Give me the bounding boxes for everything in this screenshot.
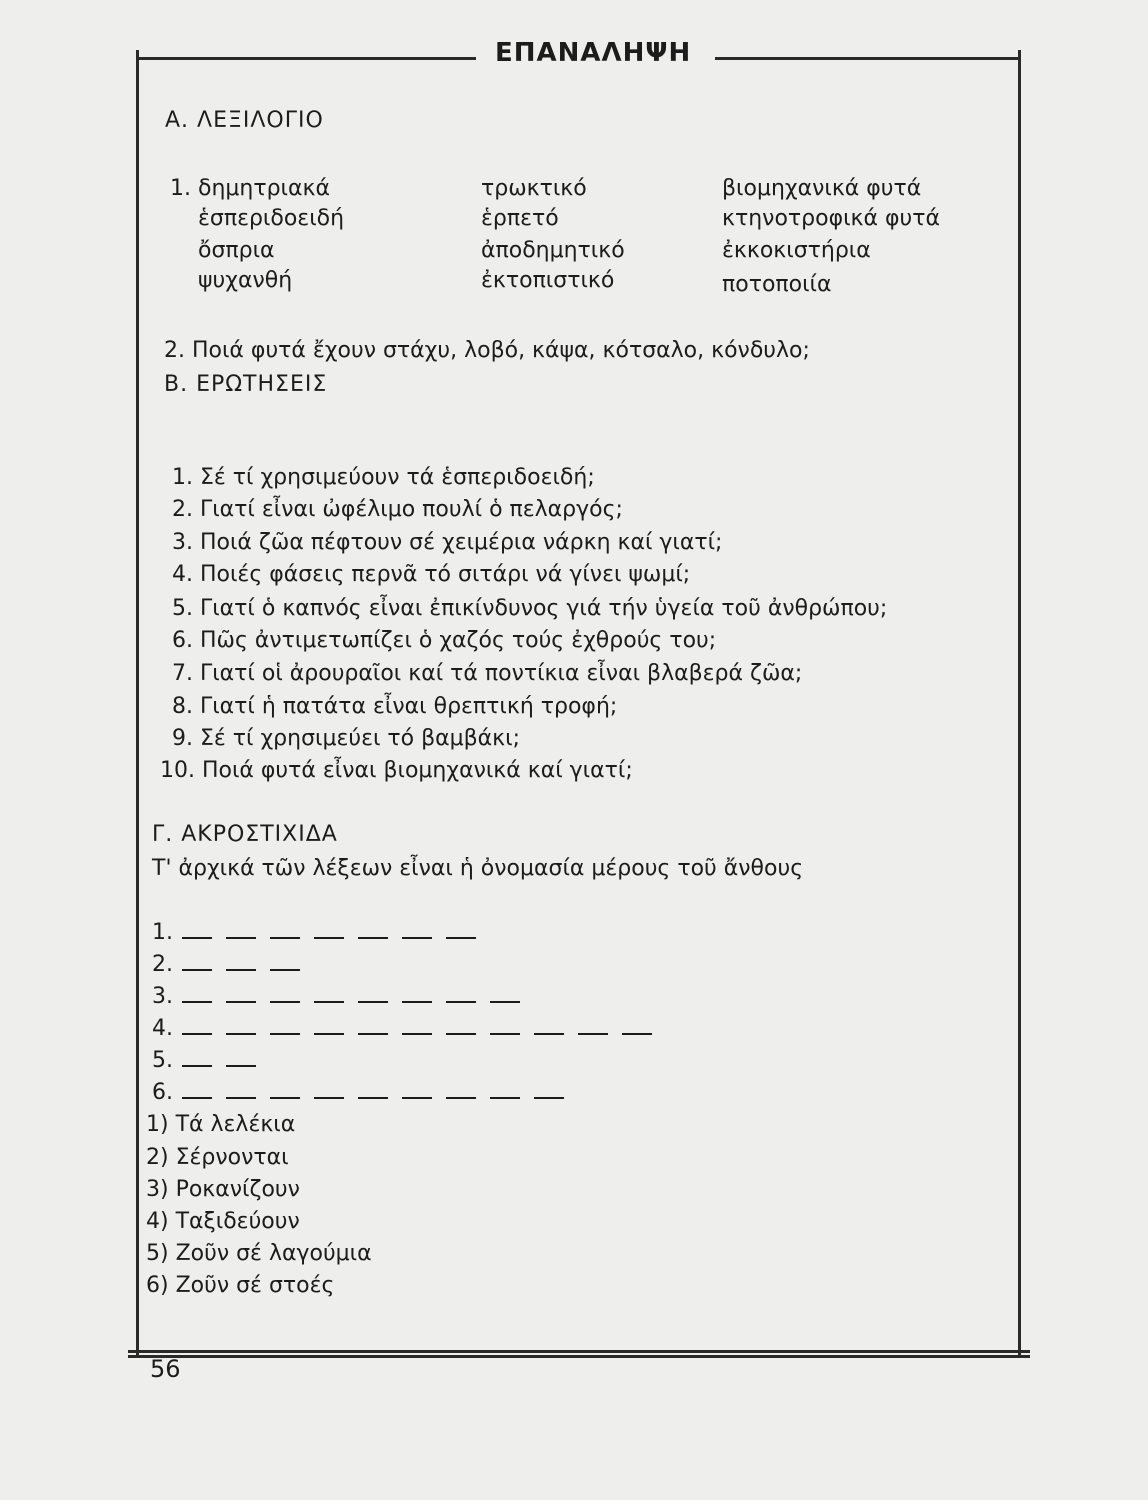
letter-blank: [270, 1001, 300, 1003]
frame-left-border: [136, 50, 139, 1355]
letter-blank: [358, 1033, 388, 1035]
question-item: 9. Σέ τί χρησιμεύει τό βαμβάκι;: [172, 726, 521, 751]
acrostic-row: [152, 1048, 270, 1073]
letter-blank: [314, 937, 344, 939]
letter-blank: [446, 1033, 476, 1035]
letter-blank: [226, 969, 256, 971]
letter-blank: [226, 1033, 256, 1035]
acrostic-row: [152, 920, 490, 945]
letter-blank: [534, 1097, 564, 1099]
vocab-word: ἀποδημητικό: [481, 238, 625, 263]
letter-blank: [270, 1097, 300, 1099]
question-item: 7. Γιατί οἱ ἀρουραῖοι καί τά ποντίκια εἶναι βλαβερά ζῶα;: [172, 661, 803, 686]
question-item: 1. Σέ τί χρησιμεύουν τά ἑσπεριδοειδή;: [172, 465, 595, 490]
clue-item: 5) Ζοῦν σέ λαγούμια: [146, 1241, 372, 1266]
clue-item: 1) Τά λελέκια: [146, 1112, 296, 1137]
clue-item: 2) Σέρνονται: [146, 1145, 289, 1170]
question-item: 8. Γιατί ἡ πατάτα εἶναι θρεπτική τροφή;: [172, 694, 618, 719]
vocab-word: τρωκτικό: [481, 176, 587, 201]
letter-blank: [534, 1033, 564, 1035]
letter-blank: [490, 1033, 520, 1035]
letter-blank: [578, 1033, 608, 1035]
vocab-word: κτηνοτροφικά φυτά: [722, 206, 940, 231]
acrostic-row: [152, 1080, 578, 1105]
letter-blank: [226, 1065, 256, 1067]
letter-blank: [182, 1033, 212, 1035]
letter-blank: [402, 937, 432, 939]
letter-blank: [182, 1097, 212, 1099]
letter-blank: [490, 1001, 520, 1003]
question-item: 3. Ποιά ζῶα πέφτουν σέ χειμέρια νάρκη καί γιατί;: [172, 530, 723, 555]
acrostic-row: [152, 1016, 666, 1041]
letter-blank: [402, 1001, 432, 1003]
letter-blank: [226, 1001, 256, 1003]
vocab-word: ἑρπετό: [481, 206, 559, 231]
vocab-word: ψυχανθή: [198, 268, 293, 293]
clue-item: 6) Ζοῦν σέ στοές: [146, 1273, 335, 1298]
question-item: 2. Γιατί εἶναι ὠφέλιμο πουλί ὁ πελαργός;: [172, 497, 623, 522]
letter-blank: [622, 1033, 652, 1035]
question-item: 5. Γιατί ὁ καπνός εἶναι ἐπικίνδυνος γιά τήν ὑγεία τοῦ ἀνθρώπου;: [172, 596, 888, 621]
letter-blank: [270, 1033, 300, 1035]
letter-blank: [270, 969, 300, 971]
vocab-word: 1. δημητριακά: [170, 176, 330, 201]
letter-blank: [446, 1001, 476, 1003]
vocab-word: ἑσπεριδοειδή: [198, 206, 345, 231]
section-c-heading: Γ. ΑΚΡΟΣΤΙΧΙΔΑ: [152, 822, 338, 847]
letter-blank: [446, 1097, 476, 1099]
letter-blank: [358, 937, 388, 939]
letter-blank: [226, 937, 256, 939]
letter-blank: [226, 1097, 256, 1099]
page-number: 56: [150, 1355, 181, 1383]
section-a-item-2: 2. Ποιά φυτά ἔχουν στάχυ, λοβό, κάψα, κότσαλο, κόνδυλο;: [164, 338, 810, 363]
question-item: 10. Ποιά φυτά εἶναι βιομηχανικά καί γιατί;: [160, 758, 633, 783]
letter-blank: [490, 1097, 520, 1099]
vocab-word: ὄσπρια: [198, 238, 275, 263]
letter-blank: [402, 1097, 432, 1099]
letter-blank: [270, 937, 300, 939]
letter-blank: [182, 1065, 212, 1067]
vocab-word: ποτοποιία: [722, 272, 832, 297]
letter-blank: [402, 1033, 432, 1035]
letter-blank: [358, 1001, 388, 1003]
acrostic-row-label: 2.: [152, 952, 173, 977]
letter-blank: [182, 937, 212, 939]
clue-item: 3) Ροκανίζουν: [146, 1177, 300, 1202]
page-title: ΕΠΑΝΑΛΗΨΗ: [495, 38, 692, 68]
letter-blank: [314, 1097, 344, 1099]
title-rule-left: [136, 57, 476, 60]
acrostic-instruction: Τ' ἀρχικά τῶν λέξεων εἶναι ἡ ὀνομασία μέρους τοῦ ἄνθους: [152, 856, 804, 881]
frame-bottom-border: [128, 1350, 1030, 1358]
section-a-heading: Α. ΛΕΞΙΛΟΓΙΟ: [165, 108, 324, 133]
frame-right-border: [1018, 50, 1021, 1355]
section-b-heading: Β. ΕΡΩΤΗΣΕΙΣ: [164, 372, 328, 397]
vocab-word: ἐκτοπιστικό: [481, 268, 615, 293]
acrostic-row-label: 4.: [152, 1016, 173, 1041]
letter-blank: [182, 1001, 212, 1003]
vocab-word: ἐκκοκιστήρια: [722, 238, 871, 263]
letter-blank: [358, 1097, 388, 1099]
vocab-word: βιομηχανικά φυτά: [722, 176, 922, 201]
acrostic-row-label: 1.: [152, 920, 173, 945]
acrostic-row: [152, 984, 534, 1009]
letter-blank: [314, 1033, 344, 1035]
acrostic-row-label: 3.: [152, 984, 173, 1009]
letter-blank: [182, 969, 212, 971]
clue-item: 4) Ταξιδεύουν: [146, 1209, 300, 1234]
question-item: 4. Ποιές φάσεις περνᾶ τό σιτάρι νά γίνει ψωμί;: [172, 562, 691, 587]
letter-blank: [314, 1001, 344, 1003]
acrostic-row: [152, 952, 314, 977]
acrostic-row-label: 5.: [152, 1048, 173, 1073]
letter-blank: [446, 937, 476, 939]
acrostic-row-label: 6.: [152, 1080, 173, 1105]
title-rule-right: [715, 57, 1021, 60]
question-item: 6. Πῶς ἀντιμετωπίζει ὁ χαζός τούς ἐχθρούς του;: [172, 628, 717, 653]
